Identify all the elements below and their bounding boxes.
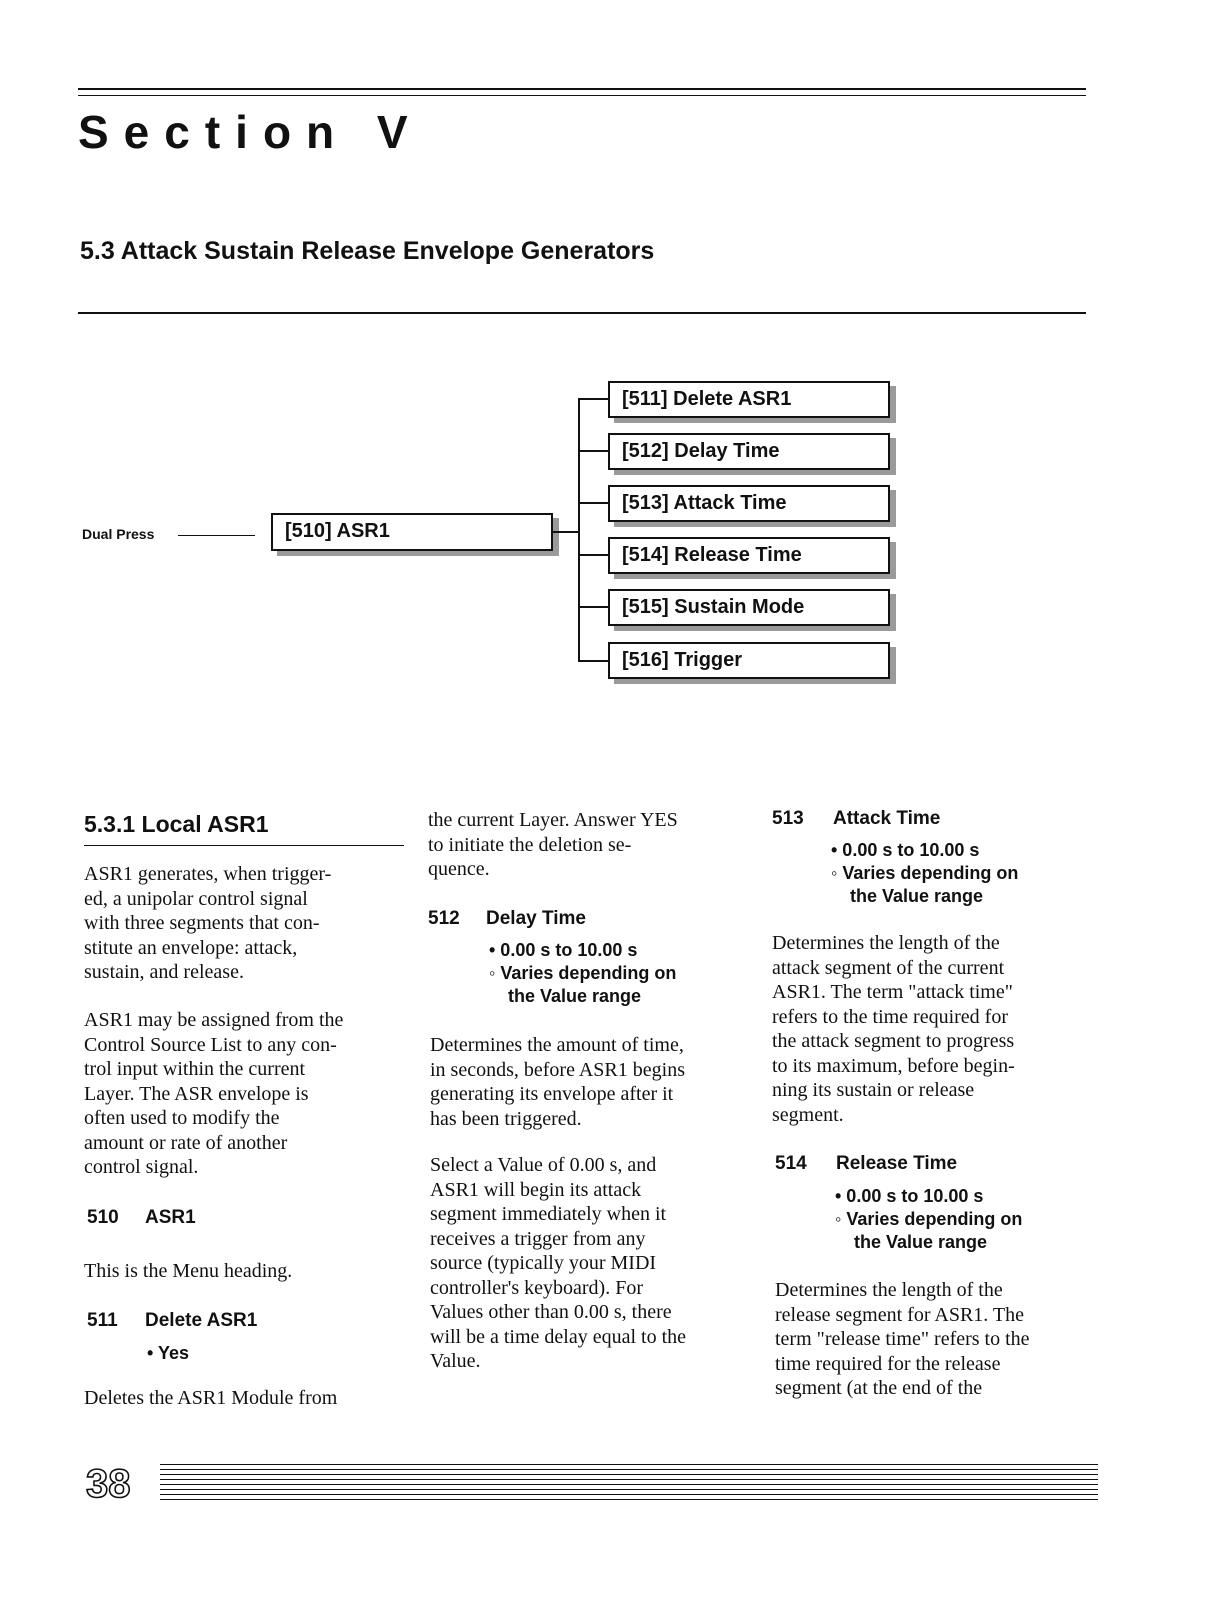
param-510-description: This is the Menu heading. (84, 1260, 293, 1282)
param-512-range: • 0.00 s to 10.00 s ◦ Varies depending on the Value range (489, 940, 677, 1006)
param-513-range: • 0.00 s to 10.00 s ◦ Varies depending on the Value range (831, 840, 1019, 906)
branch-511 (578, 398, 610, 400)
column-heading-rule (84, 845, 404, 846)
page-number: 38 (86, 1462, 131, 1506)
section-title: Section V (78, 106, 423, 158)
param-510-heading: 510 ASR1 (87, 1207, 196, 1228)
menu-box-515: [515] Sustain Mode (608, 589, 890, 626)
param-514-heading: 514 Release Time (775, 1153, 958, 1174)
param-512-heading: 512 Delay Time (428, 908, 586, 929)
root-connector (553, 531, 580, 533)
column-heading: 5.3.1 Local ASR1 (84, 811, 269, 837)
param-511-description-cont: the current Layer. Answer YES to initiate the deletion se- quence. (428, 809, 678, 880)
param-512-description: Determines the amount of time, in seconds, before ASR1 begins generating its envelope after it has been triggered. (430, 1034, 685, 1130)
menu-box-root: [510] ASR1 (271, 513, 553, 551)
tree-trunk (578, 398, 580, 662)
header-rule-bottom (78, 312, 1086, 314)
param-512-example: Select a Value of 0.00 s, and ASR1 will begin its attack segment immediately when it receives a trigger from any source (typically your MIDI controller's keyboard). For Values other than 0.00 s, there will be a time delay equal to the Value. (430, 1154, 687, 1372)
branch-516 (578, 660, 610, 662)
assign-paragraph: ASR1 may be assigned from the Control Source List to any con- trol input within the current Layer. The ASR envelope is often used to modify the amount or rate of another control signal. (84, 1009, 344, 1178)
branch-515 (578, 606, 610, 608)
branch-512 (578, 450, 610, 452)
param-514-range: • 0.00 s to 10.00 s ◦ Varies depending on the Value range (835, 1186, 1023, 1252)
header-rule-top-thin (78, 95, 1086, 96)
menu-box-512: [512] Delay Time (608, 433, 890, 470)
menu-box-511: [511] Delete ASR1 (608, 381, 890, 418)
menu-box-516: [516] Trigger (608, 642, 890, 679)
subsection-title: 5.3 Attack Sustain Release Envelope Generators (80, 237, 655, 265)
entry-connector (178, 535, 255, 536)
param-513-heading: 513 Attack Time (772, 808, 941, 829)
menu-box-514: [514] Release Time (608, 537, 890, 574)
param-511-heading: 511 Delete ASR1 (87, 1310, 258, 1331)
header-rule-top (78, 88, 1086, 90)
branch-513 (578, 502, 610, 504)
intro-paragraph: ASR1 generates, when trigger- ed, a unipolar control signal with three segments that con- stitute an envelope: attack, sustain, and release. (84, 863, 332, 983)
branch-514 (578, 554, 610, 556)
menu-box-513: [513] Attack Time (608, 485, 890, 522)
param-513-description: Determines the length of the attack segment of the current ASR1. The term "attack time" refers to the time required for the attack segment to progress to its maximum, before begin- ning its sustain or release segment. (772, 932, 1015, 1126)
param-511-description: Deletes the ASR1 Module from (84, 1387, 338, 1409)
param-514-description: Determines the length of the release segment for ASR1. The term "release time" refers to the time required for the release segment (at the end of the (775, 1279, 1030, 1399)
param-511-option: • Yes (147, 1343, 190, 1363)
entry-label: Dual Press (82, 526, 155, 542)
